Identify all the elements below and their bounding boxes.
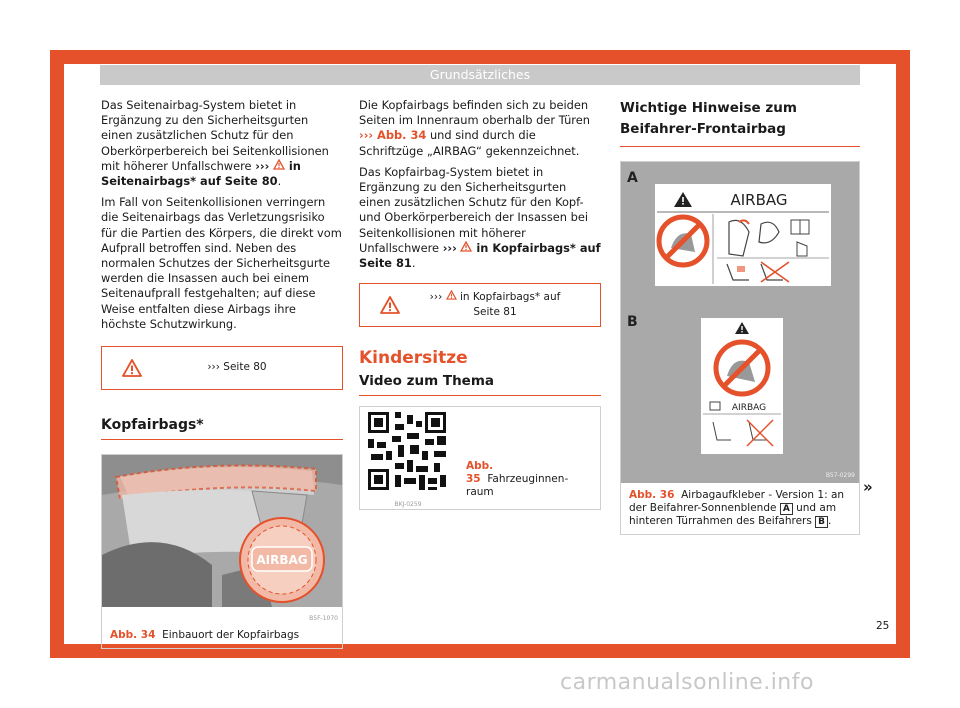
- figure-number: Abb. 36: [629, 489, 675, 502]
- figure-code: BKJ-0259: [394, 500, 422, 508]
- warning-box: [359, 283, 601, 327]
- warning-link[interactable]: ››› Seite 80: [207, 361, 267, 374]
- airbag-sticker-illustration: [621, 162, 859, 468]
- sticker-a-title: AIRBAG: [730, 191, 788, 209]
- column-right: [620, 98, 860, 535]
- label-b-badge: B: [815, 516, 828, 528]
- warning-box: [101, 346, 343, 390]
- heading-kindersitze: Kindersitze: [359, 348, 468, 369]
- label-a: A: [627, 170, 638, 186]
- link-prefix: ›››: [442, 240, 457, 255]
- column-middle: [359, 98, 601, 510]
- column-left: [101, 98, 343, 649]
- continue-mark: »: [863, 478, 873, 496]
- figure-airbag-stickers: [620, 161, 860, 535]
- warning-icon: [121, 358, 143, 378]
- page-number: 25: [876, 620, 890, 632]
- warning-icon: [273, 159, 285, 170]
- sticker-b-title: AIRBAG: [731, 403, 767, 413]
- figure-code: B5F-1070: [309, 615, 338, 623]
- figure-head-airbags: [101, 454, 343, 648]
- figure-number: Abb. 34: [110, 628, 156, 641]
- figure-code: B57-0299: [621, 468, 859, 483]
- label-a-badge: A: [780, 503, 793, 515]
- car-interior-illustration: [102, 455, 342, 607]
- airbag-label: AIRBAG: [256, 553, 308, 568]
- crossref-link[interactable]: in Seitenairbags* auf Seite 80: [101, 158, 301, 189]
- paragraph-side-airbag: Das Seitenairbag-System bietet in Ergänzung zu den Sicherheitsgurten einen zusätzlichen Schutz für den Oberkörperbereich bei Seitenkollisionen mit höherer Unfallschwere ››› in Seitenairbags* auf Seite 80.: [101, 98, 329, 189]
- figure-reference-link[interactable]: ››› Abb. 34: [359, 128, 427, 143]
- crossref-link[interactable]: in Kopfairbags* auf Seite 81: [359, 240, 601, 271]
- figure-qr-video: [359, 406, 601, 510]
- heading-kopfairbags: Kopfairbags*: [101, 400, 343, 440]
- warning-icon: [379, 295, 401, 315]
- paragraph-head-airbag-system: Das Kopfairbag-System bietet in Ergänzung zu den Sicherheitsgurten einen zusätzlichen Schutz für den Kopf- und Oberkörperbereich der Insassen bei Seitenkollisionen mit höherer Unfallschwere ››› in Kopfairbags* auf Seite 81.: [359, 164, 601, 271]
- warning-icon: [446, 290, 457, 300]
- figure-caption: Abb. 36 Airbagaufkleber - Version 1: an der Beifahrer-Sonnenblende A und am hinteren Türrahmen des Beifahrers B .: [629, 489, 845, 528]
- paragraph-side-airbag-function: Im Fall von Seitenkollisionen verringern die Seitenairbags das Verletzungsrisiko für die Partien des Körpers, die direkt vom Aufprall betroffen sind. Neben des normalen Schutzes der Sicherheitsgurte werden die Insassen auch bei einem Seitenaufprall festgehalten; auf diese Weise entfalten diese Airbags ihre höchste Schutzwirkung.: [101, 195, 342, 331]
- watermark: carmanualsonline.info: [560, 670, 814, 695]
- warning-icon: [460, 241, 472, 252]
- figure-number: Abb. 35: [466, 459, 494, 485]
- warning-link[interactable]: ››› in Kopfairbags* auf Seite 81: [429, 291, 561, 319]
- label-b: B: [627, 314, 638, 330]
- heading-beifahrer-frontairbag: Wichtige Hinweise zum Beifahrer-Frontairbag: [620, 98, 860, 147]
- qr-code-icon[interactable]: [368, 412, 446, 490]
- section-header: Grundsätzliches: [100, 65, 860, 85]
- paragraph-head-airbag-location: Die Kopfairbags befinden sich zu beiden Seiten im Innenraum oberhalb der Türen ››› Abb. 34 und sind durch die Schriftzüge „AIRBAG“ gekennzeichnet.: [359, 98, 590, 158]
- qr-block: [360, 407, 452, 509]
- heading-video: Video zum Thema: [359, 366, 601, 395]
- figure-caption: Abb. 35 Fahrzeuginnenraum: [466, 459, 569, 498]
- figure-caption: Abb. 34 Einbauort der Kopfairbags: [110, 628, 300, 641]
- link-prefix: ›››: [255, 158, 270, 173]
